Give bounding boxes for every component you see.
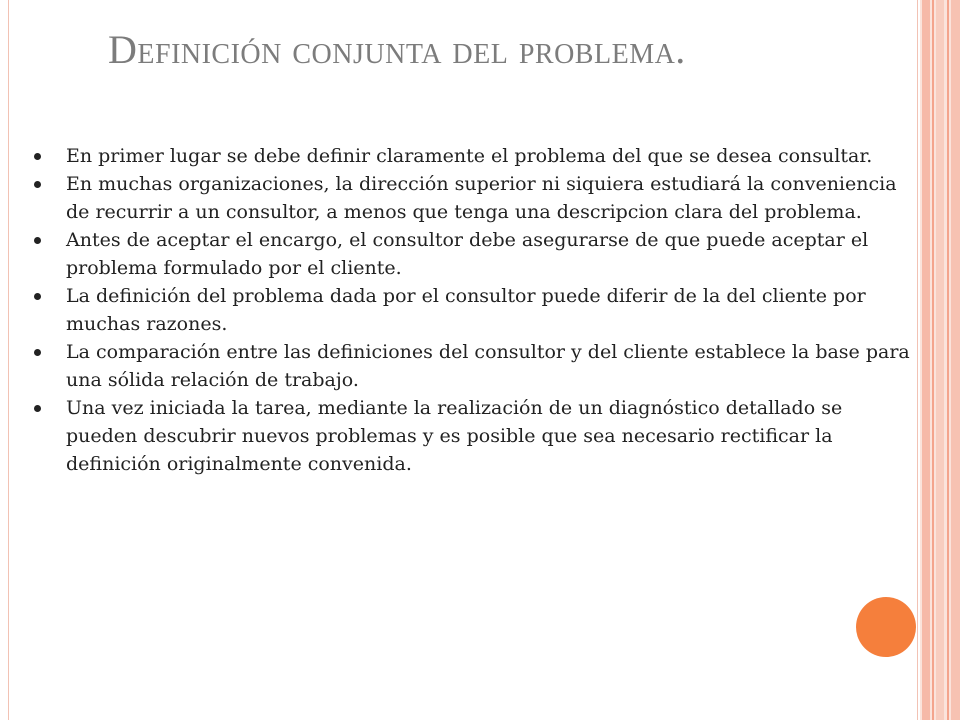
bullet-item	[34, 142, 914, 170]
bullet-text: La comparación entre las definiciones del consultor y del cliente establece la base para una sólida relación de trabajo.	[66, 341, 910, 391]
stripe	[922, 0, 930, 720]
stripe	[947, 0, 949, 720]
bullet-dot-icon	[34, 405, 41, 412]
bullet-text: En muchas organizaciones, la dirección superior ni siquiera estudiará la conveniencia de recurrir a un consultor, a menos que tenga una descripcion clara del problema.	[66, 173, 897, 223]
bullet-dot-icon	[34, 349, 41, 356]
bullet-item	[34, 282, 914, 338]
stripe	[951, 0, 960, 720]
bullet-text: La definición del problema dada por el consultor puede diferir de la del cliente por muchas razones.	[66, 285, 866, 335]
bullet-item	[34, 338, 914, 394]
bullet-item	[34, 226, 914, 282]
bullet-item	[34, 394, 914, 478]
orange-circle-decoration	[856, 597, 916, 657]
bullet-dot-icon	[34, 237, 41, 244]
slide-title: Definición conjunta del problema.	[108, 27, 686, 72]
bullet-dot-icon	[34, 293, 41, 300]
stripe	[936, 0, 944, 720]
bullet-dot-icon	[34, 153, 41, 160]
bullet-text: Una vez iniciada la tarea, mediante la realización de un diagnóstico detallado se pueden descubrir nuevos problemas y es posible que sea necesario rectificar la definición originalmente convenida.	[66, 397, 843, 475]
bullet-dot-icon	[34, 181, 41, 188]
bullet-item	[34, 170, 914, 226]
bullet-text: Antes de aceptar el encargo, el consultor debe asegurarse de que puede aceptar el problema formulado por el cliente.	[66, 229, 869, 279]
bullet-text: En primer lugar se debe definir claramente el problema del que se desea consultar.	[66, 145, 873, 167]
bullet-list	[34, 142, 914, 478]
decorative-stripes	[920, 0, 960, 720]
stripe	[932, 0, 934, 720]
